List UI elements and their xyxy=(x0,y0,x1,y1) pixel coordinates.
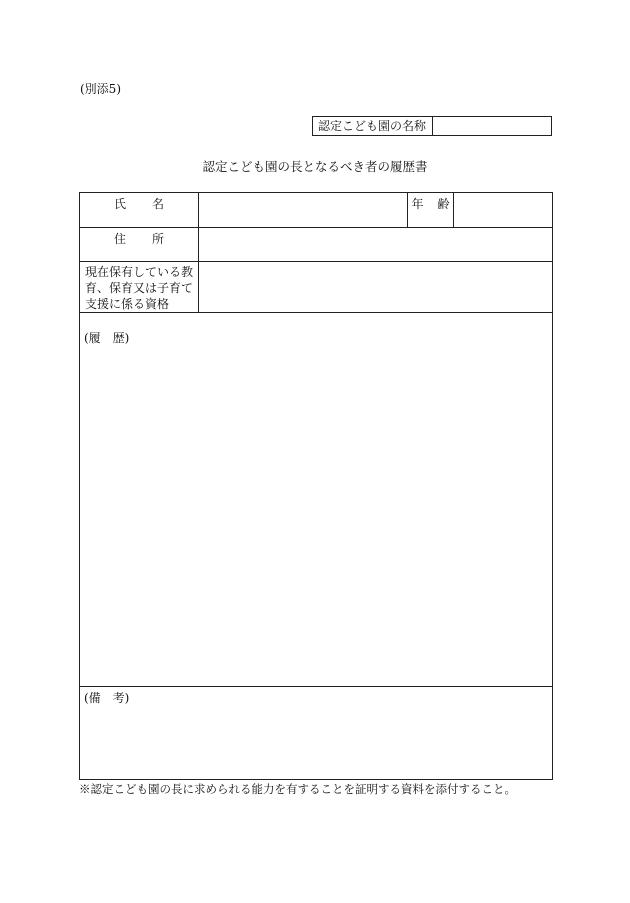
history-section[interactable] xyxy=(80,313,552,687)
qualification-label-line-1: 現在保有している教 xyxy=(85,265,194,279)
name-label xyxy=(80,193,199,227)
facility-name-field[interactable] xyxy=(433,117,551,135)
qualification-label xyxy=(80,262,199,312)
resume-form xyxy=(79,192,553,780)
name-label-char-1: 氏 xyxy=(113,197,126,211)
age-label-char-1: 年 xyxy=(411,197,424,211)
qualification-label-line-3: 支援に係る資格 xyxy=(85,297,170,311)
facility-name-label: 認定こども園の名称 xyxy=(313,117,433,135)
history-label: (履 歴) xyxy=(84,331,130,345)
address-label-char-1: 住 xyxy=(113,232,126,246)
name-row xyxy=(80,193,552,228)
address-field[interactable] xyxy=(199,228,552,261)
remarks-label: (備 考) xyxy=(84,691,130,705)
remarks-section[interactable] xyxy=(80,687,552,779)
age-field[interactable] xyxy=(454,193,552,227)
qualification-label-line-2: 育、保育又は子育て xyxy=(85,281,194,295)
attachment-label: (別添5) xyxy=(80,82,121,96)
page-title: 認定こども園の長となるべき者の履歴書 xyxy=(202,159,428,174)
qualification-field[interactable] xyxy=(199,262,552,312)
address-label xyxy=(80,228,199,261)
age-label xyxy=(408,193,454,227)
address-row xyxy=(80,228,552,262)
footnote: ※認定こども園の長に求められる能力を有することを証明する資料を添付すること。 xyxy=(79,782,516,796)
name-label-char-2: 名 xyxy=(152,197,165,211)
facility-name-box xyxy=(312,116,552,136)
address-label-char-2: 所 xyxy=(152,232,165,246)
name-field[interactable] xyxy=(199,193,408,227)
age-label-char-2: 齢 xyxy=(437,197,450,211)
qualification-row xyxy=(80,262,552,313)
